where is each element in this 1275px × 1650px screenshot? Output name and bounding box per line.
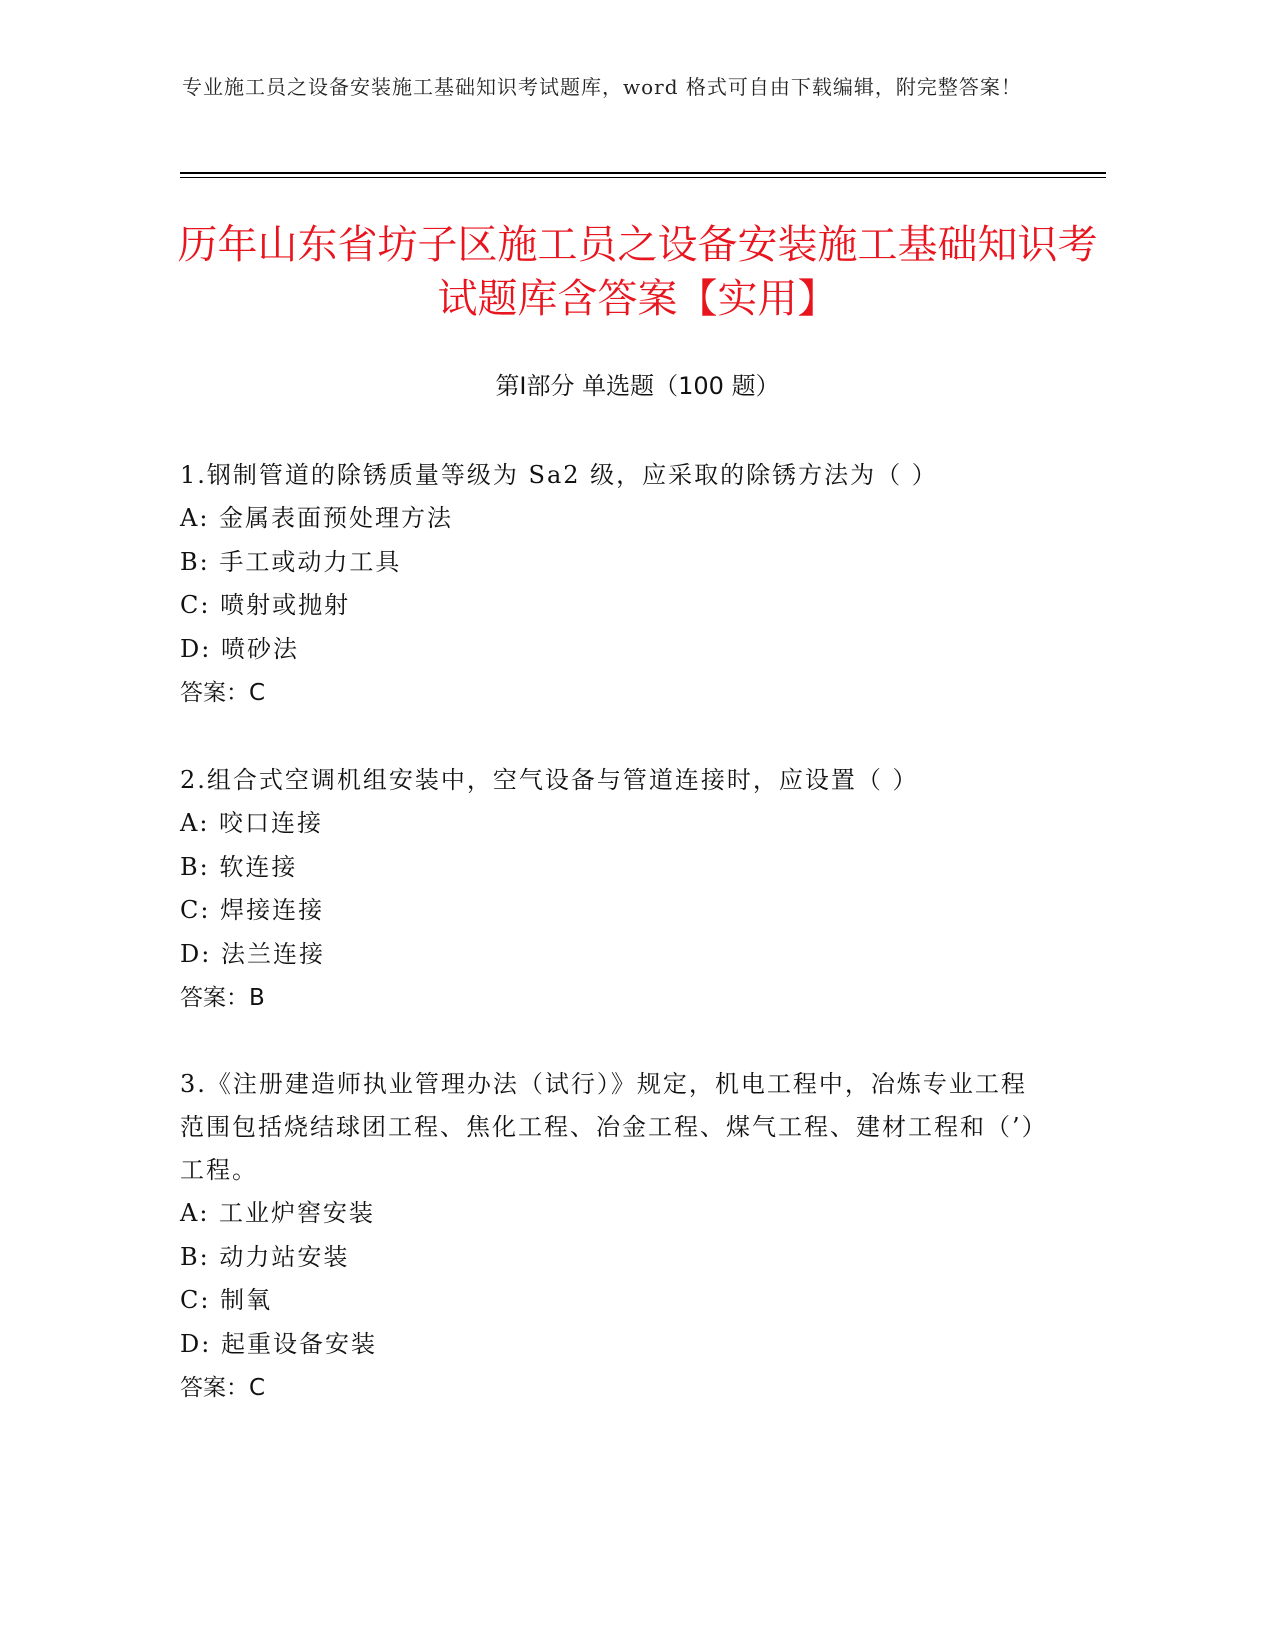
- option-a: A: 工业炉窖安装: [180, 1199, 376, 1227]
- question-1: [180, 454, 1040, 715]
- option-d: D: 起重设备安装: [180, 1329, 377, 1358]
- answer: 答案：C: [180, 1375, 266, 1401]
- option-b: B: 手工或动力工具: [180, 547, 402, 576]
- option-d: D: 喷砂法: [180, 634, 299, 663]
- question-stem: 1.钢制管道的除锈质量等级为 Sa2 级，应采取的除锈方法为（ ）: [180, 461, 938, 489]
- option-c: C: 制氧: [180, 1286, 273, 1314]
- option-a: A: 金属表面预处理方法: [180, 504, 454, 532]
- answer: 答案：C: [180, 680, 266, 706]
- question-stem: 2.组合式空调机组安装中，空气设备与管道连接时，应设置（ ）: [180, 766, 919, 794]
- section-title: 第Ⅰ部分 单选题（100 题）: [495, 372, 780, 400]
- header-note: 专业施工员之设备安装施工基础知识考试题库，word 格式可自由下载编辑，附完整答案！: [182, 75, 1022, 99]
- header-divider-thin: [180, 177, 1106, 178]
- header-divider-thick: [180, 172, 1106, 174]
- answer: 答案：B: [180, 985, 265, 1011]
- option-c: C: 喷射或抛射: [180, 591, 351, 619]
- document-title: 历年山东省坊子区施工员之设备安装施工基础知识考试题库含答案【实用】: [177, 222, 1098, 322]
- option-a: A: 咬口连接: [180, 809, 324, 837]
- question-stem: 3.《注册建造师执业管理办法（试行）》规定，机电工程中，冶炼专业工程范围包括烧结球团工程、焦化工程、冶金工程、煤气工程、建材工程和（’）工程。: [180, 1070, 1036, 1184]
- option-b: B: 软连接: [180, 852, 298, 881]
- question-2: [180, 759, 1040, 1020]
- question-3: [180, 1063, 1040, 1410]
- option-c: C: 焊接连接: [180, 896, 325, 924]
- option-d: D: 法兰连接: [180, 939, 325, 968]
- option-b: B: 动力站安装: [180, 1242, 350, 1271]
